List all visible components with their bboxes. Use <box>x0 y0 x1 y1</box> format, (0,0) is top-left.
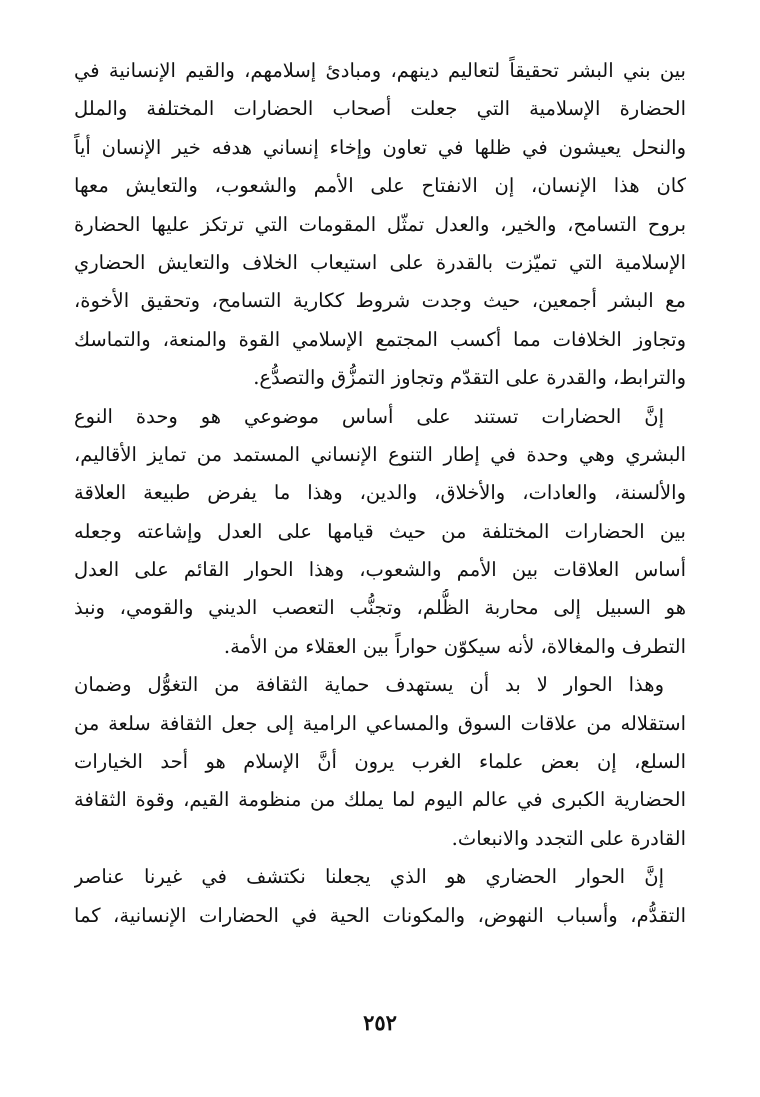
page-number: ٢٥٢ <box>363 1010 397 1035</box>
text-line: والترابط، والقدرة على التقدّم وتجاوز التمزُّق والتصدُّع. <box>253 366 686 390</box>
text-line: التطرف والمغالاة، لأنه سيكوّن حواراً بين العقلاء من الأمة. <box>223 634 686 658</box>
text-line: بين بني البشر تحقيقاً لتعاليم دينهم، ومبادئ إسلامهم، والقيم الإنسانية في <box>74 59 686 82</box>
text-line: بين الحضارات المختلفة من حيث قيامها على العدل وإشاعته وجعله <box>74 519 686 543</box>
text-line: كان هذا الإنسان، إن الانفتاح على الأمم والشعوب، والتعايش معها <box>74 174 686 198</box>
text-line: والنحل يعيشون في ظلها في تعاون وإخاء إنساني هدفه خير الإنسان أياً <box>74 135 686 159</box>
text-line: إنَّ الحضارات تستند على أساس موضوعي هو وحدة النوع <box>74 404 664 428</box>
text-line: إنَّ الحوار الحضاري هو الذي يجعلنا نكتشف في غيرنا عناصر <box>74 865 664 889</box>
text-line: هو السبيل إلى محاربة الظُّلم، وتجنُّب التعصب الديني والقومي، ونبذ <box>74 596 686 620</box>
text-line: والألسنة، والعادات، والأخلاق، والدين، وهذا ما يفرض طبيعة العلاقة <box>74 481 686 505</box>
text-line: أساس العلاقات بين الأمم والشعوب، وهذا الحوار القائم على العدل <box>74 558 686 582</box>
text-line: بروح التسامح، والخير، والعدل تمثّل المقومات التي ترتكز عليها الحضارة <box>74 212 686 236</box>
body-text <box>74 52 686 935</box>
text-line: وتجاوز الخلافات مما أكسب المجتمع الإسلامي القوة والمنعة، والتماسك <box>74 327 686 351</box>
text-line: التقدُّم، وأسباب النهوض، والمكونات الحية في الحضارات الإنسانية، كما <box>74 903 686 927</box>
text-line: الحضارة الإسلامية التي جعلت أصحاب الحضارات المختلفة والملل <box>74 97 686 121</box>
text-line: القادرة على التجدد والانبعاث. <box>451 826 686 850</box>
text-line: الإسلامية التي تميّزت بالقدرة على استيعاب الخلاف والتعايش الحضاري <box>74 250 686 274</box>
text-line: استقلاله من علاقات السوق والمساعي الرامية إلى جعل الثقافة سلعة من <box>74 711 686 735</box>
text-line: السلع، إن بعض علماء الغرب يرون أنَّ الإسلام هو أحد الخيارات <box>74 750 686 774</box>
text-line: البشري وهي وحدة في إطار التنوع الإنساني المستمد من تمايز الأقاليم، <box>74 442 686 466</box>
text-line: مع البشر أجمعين، حيث وجدت شروط ككارية التسامح، وتحقيق الأخوة، <box>74 289 686 313</box>
text-line: وهذا الحوار لا بد أن يستهدف حماية الثقافة من التغوُّل وضمان <box>74 673 664 697</box>
text-line: الحضارية الكبرى في عالم اليوم لما يملك من منظومة القيم، وقوة الثقافة <box>74 788 686 812</box>
